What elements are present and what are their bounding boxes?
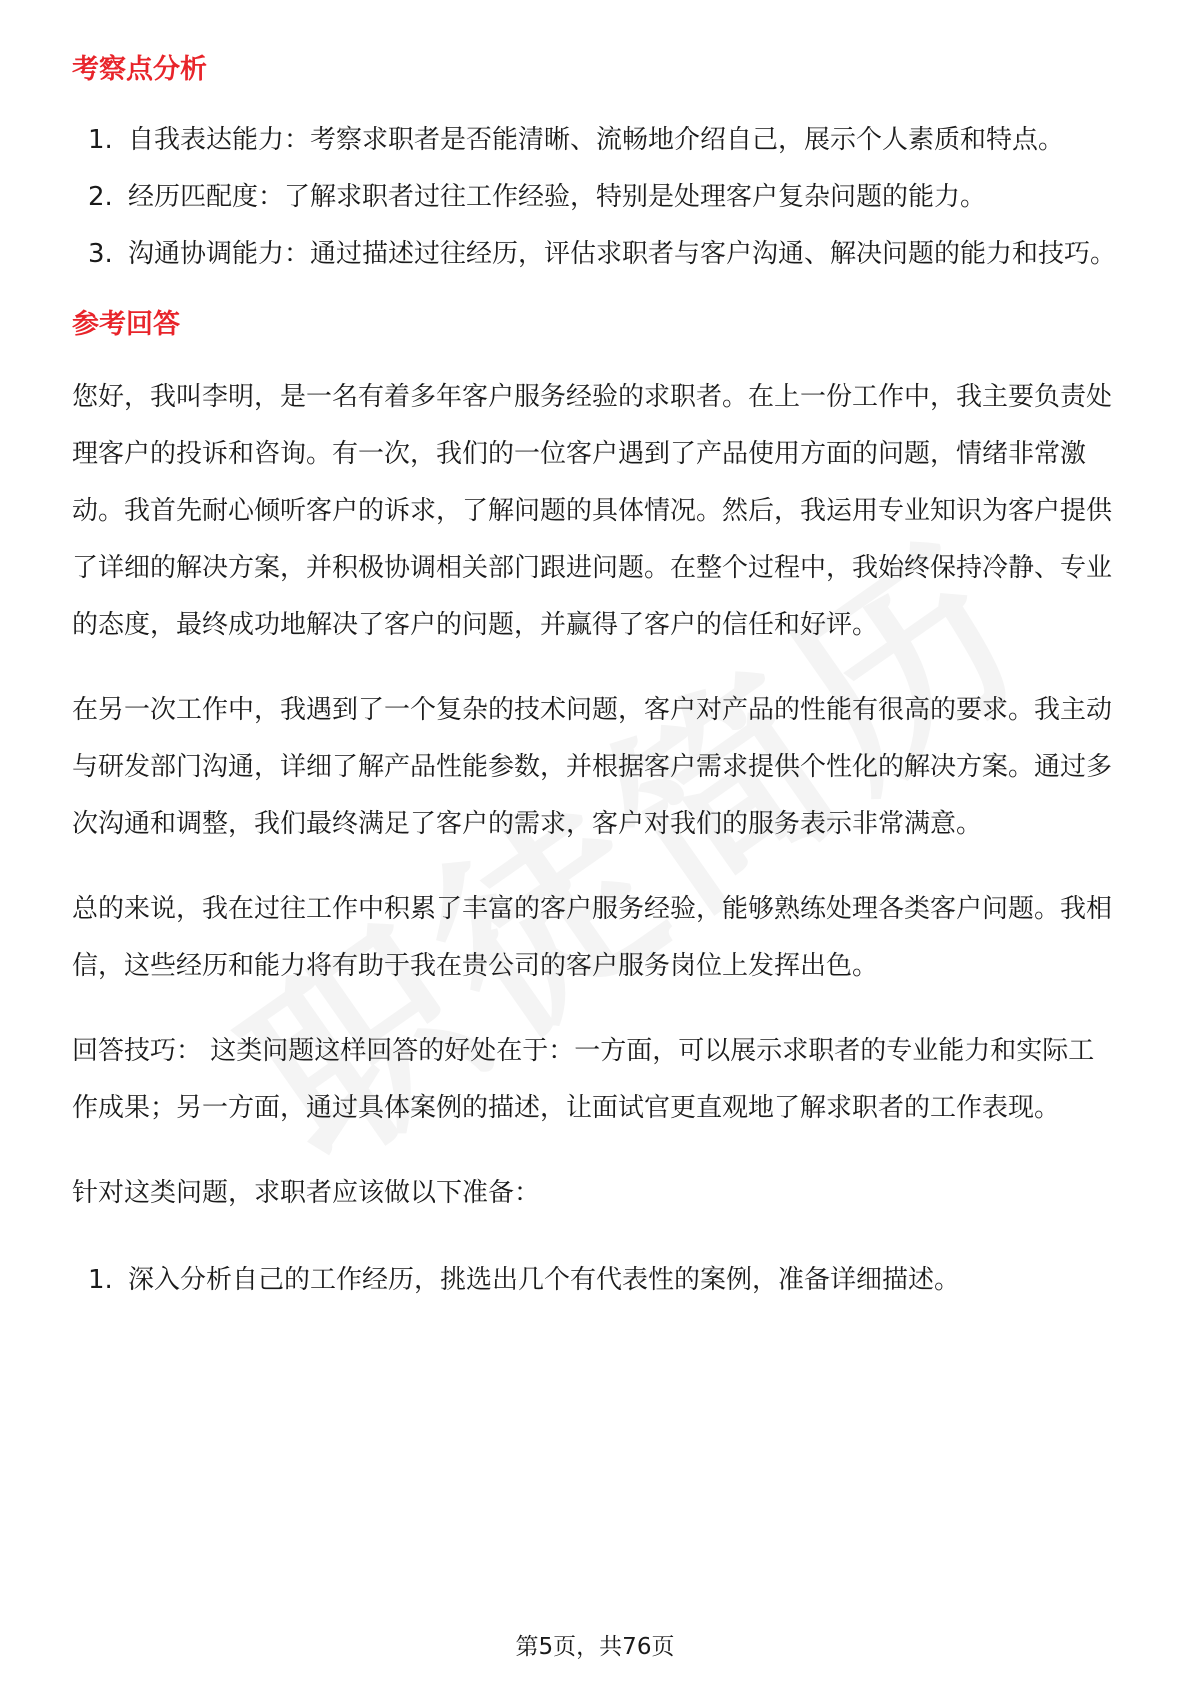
answer-paragraph-3: 总的来说，我在过往工作中积累了丰富的客户服务经验，能够熟练处理各类客户问题。我相信，这些经历和能力将有助于我在贵公司的客户服务岗位上发挥出色。 — [72, 894, 1113, 981]
answer-tips-paragraph: 回答技巧： 这类问题这样回答的好处在于：一方面，可以展示求职者的专业能力和实际工作成果；另一方面，通过具体案例的描述，让面试官更直观地了解求职者的工作表现。 — [72, 1036, 1095, 1123]
list-item — [72, 226, 1118, 283]
list-item-text: 经历匹配度：了解求职者过往工作经验，特别是处理客户复杂问题的能力。 — [128, 182, 987, 212]
list-item-text: 深入分析自己的工作经历，挑选出几个有代表性的案例，准备详细描述。 — [128, 1265, 961, 1295]
list-item-number: 1. — [88, 1265, 113, 1295]
list-item-text: 自我表达能力：考察求职者是否能清晰、流畅地介绍自己，展示个人素质和特点。 — [128, 125, 1065, 155]
preparation-intro: 针对这类问题，求职者应该做以下准备： — [72, 1178, 541, 1208]
list-item — [72, 169, 1118, 226]
list-item-number: 2. — [88, 182, 113, 212]
section-title-analysis: 考察点分析 — [72, 54, 207, 85]
list-item-number: 3. — [88, 239, 113, 269]
list-item — [72, 112, 1118, 169]
answer-paragraph-2: 在另一次工作中，我遇到了一个复杂的技术问题，客户对产品的性能有很高的要求。我主动与研发部门沟通，详细了解产品性能参数，并根据客户需求提供个性化的解决方案。通过多次沟通和调整，我们最终满足了客户的需求，客户对我们的服务表示非常满意。 — [72, 695, 1113, 839]
list-item — [72, 1252, 1118, 1309]
list-item-text: 沟通协调能力：通过描述过往经历，评估求职者与客户沟通、解决问题的能力和技巧。 — [128, 239, 1117, 269]
preparation-list — [72, 1252, 1118, 1309]
list-item-number: 1. — [88, 125, 113, 155]
analysis-list — [72, 112, 1118, 283]
document-body — [72, 48, 1118, 1309]
answer-paragraph-1: 您好，我叫李明，是一名有着多年客户服务经验的求职者。在上一份工作中，我主要负责处理客户的投诉和咨询。有一次，我们的一位客户遇到了产品使用方面的问题，情绪非常激动。我首先耐心倾听客户的诉求，了解问题的具体情况。然后，我运用专业知识为客户提供了详细的解决方案，并积极协调相关部门跟进问题。在整个过程中，我始终保持冷静、专业的态度，最终成功地解决了客户的问题，并赢得了客户的信任和好评。 — [72, 382, 1113, 640]
section-title-reference-answer: 参考回答 — [72, 309, 180, 340]
page-number: 第5页，共76页 — [515, 1634, 675, 1660]
